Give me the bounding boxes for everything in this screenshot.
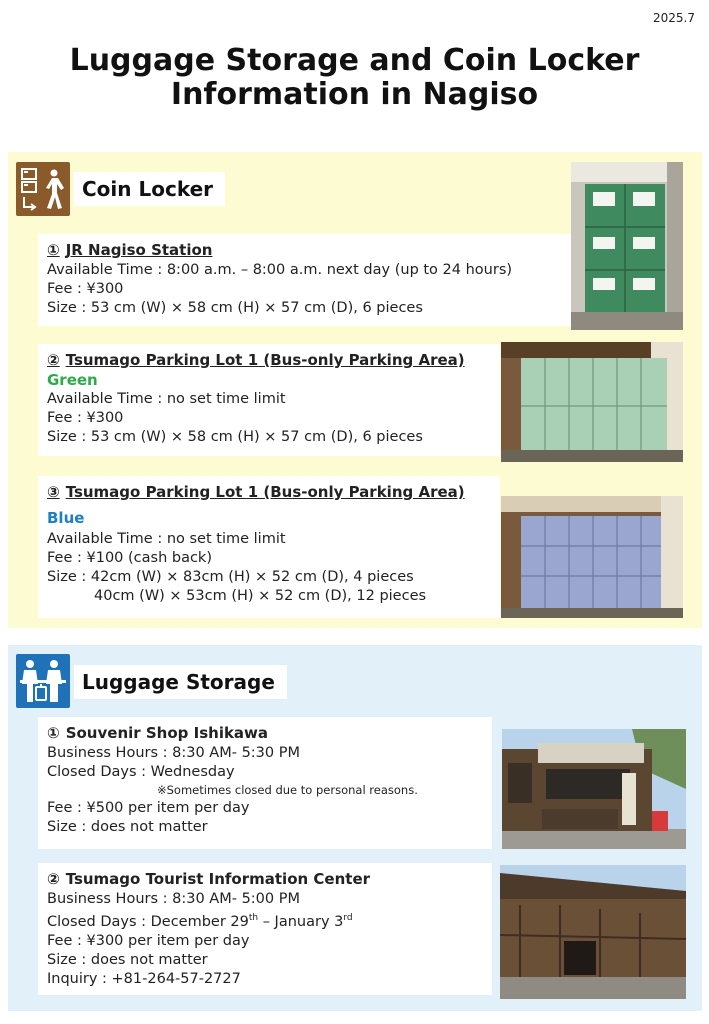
coin-locker-heading: Coin Locker	[74, 172, 225, 206]
locker-available-time: Available Time : 8:00 a.m. – 8:00 a.m. next day (up to 24 hours)	[47, 262, 513, 278]
locker-color-label: Blue	[47, 509, 85, 527]
locker-color-label: Green	[47, 371, 98, 389]
locker-fee: Fee : ¥300	[47, 281, 124, 297]
storage-card-souvenir-shop	[38, 717, 492, 849]
locker-card-title: ② Tsumago Parking Lot 1 (Bus-only Parking Area)	[47, 351, 465, 369]
locker-available-time: Available Time : no set time limit	[47, 391, 286, 407]
storage-closed-days: Closed Days : Wednesday	[47, 764, 235, 780]
locker-size: Size : 53 cm (W) × 58 cm (H) × 57 cm (D), 6 pieces	[47, 429, 423, 445]
blue-locker-photo	[501, 496, 683, 618]
coin-locker-icon	[16, 162, 70, 216]
luggage-storage-icon	[16, 654, 70, 708]
locker-card-tsumago-green	[38, 344, 500, 456]
page-title-line1: Luggage Storage and Coin Locker	[69, 43, 640, 78]
jr-nagiso-locker-photo	[571, 162, 683, 330]
storage-size: Size : does not matter	[47, 819, 208, 835]
storage-closed-days: Closed Days : December 29th – January 3rd	[47, 913, 353, 930]
luggage-storage-section	[8, 645, 702, 1011]
locker-available-time: Available Time : no set time limit	[47, 531, 286, 547]
locker-size: Size : 42cm (W) × 83cm (H) × 52 cm (D), 4 pieces	[47, 569, 414, 585]
document-date: 2025.7	[653, 11, 695, 25]
locker-fee: Fee : ¥300	[47, 410, 124, 426]
souvenir-shop-photo	[502, 729, 686, 849]
storage-fee: Fee : ¥300 per item per day	[47, 932, 250, 949]
page-title	[0, 44, 709, 112]
locker-fee: Fee : ¥100 (cash back)	[47, 550, 212, 566]
coin-locker-section	[8, 152, 702, 628]
storage-note: ※Sometimes closed due to personal reasons.	[157, 783, 418, 797]
storage-card-tourist-info-center	[38, 863, 492, 995]
locker-card-title: ③ Tsumago Parking Lot 1 (Bus-only Parking Area)	[47, 483, 465, 501]
storage-fee: Fee : ¥500 per item per day	[47, 800, 250, 816]
locker-card-jr-nagiso	[38, 234, 572, 326]
storage-inquiry: Inquiry : +81-264-57-2727	[47, 970, 241, 987]
locker-size: Size : 53 cm (W) × 58 cm (H) × 57 cm (D), 6 pieces	[47, 300, 423, 316]
locker-size-secondary: 40cm (W) × 53cm (H) × 52 cm (D), 12 pieces	[94, 588, 427, 604]
storage-business-hours: Business Hours : 8:30 AM- 5:00 PM	[47, 891, 300, 907]
luggage-storage-heading: Luggage Storage	[74, 665, 287, 699]
storage-size: Size : does not matter	[47, 951, 208, 968]
storage-card-title: ② Tsumago Tourist Information Center	[47, 870, 371, 888]
storage-business-hours: Business Hours : 8:30 AM- 5:30 PM	[47, 745, 300, 761]
green-locker-photo	[501, 342, 683, 462]
locker-card-title: ① JR Nagiso Station	[47, 241, 213, 259]
page-title-line2: Information in Nagiso	[170, 77, 539, 112]
tourist-info-center-photo	[500, 865, 686, 999]
storage-card-title: ① Souvenir Shop Ishikawa	[47, 724, 269, 742]
locker-card-tsumago-blue	[38, 476, 500, 618]
